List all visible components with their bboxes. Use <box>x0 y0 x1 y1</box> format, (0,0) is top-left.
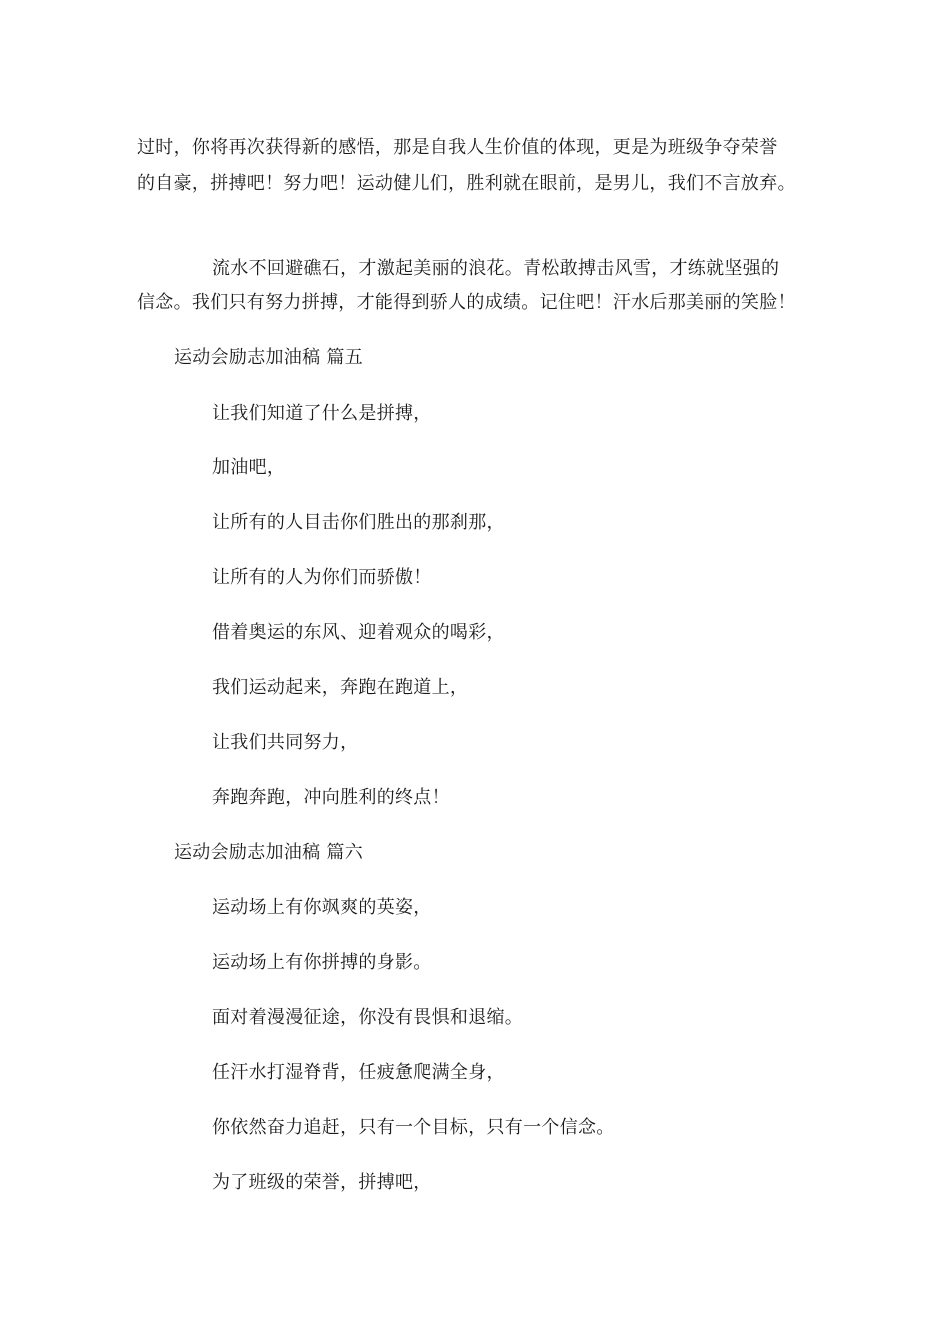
section-6-line: 为了班级的荣誉，拼搏吧， <box>212 1172 432 1193</box>
section-6-line: 你依然奋力追赶，只有一个目标，只有一个信念。 <box>212 1117 615 1138</box>
paragraph-2-line-2: 信念。我们只有努力拼搏，才能得到骄人的成绩。记住吧！汗水后那美丽的笑脸！ <box>137 292 796 313</box>
section-5-line: 让所有的人为你们而骄傲！ <box>212 567 432 588</box>
section-6-line: 运动场上有你拼搏的身影。 <box>212 952 432 973</box>
section-5-line: 奔跑奔跑，冲向胜利的终点！ <box>212 787 450 808</box>
section-6-line: 任汗水打湿脊背，任疲惫爬满全身， <box>212 1062 505 1083</box>
section-5-line: 我们运动起来，奔跑在跑道上， <box>212 677 469 698</box>
section-5-line: 加油吧， <box>212 457 286 478</box>
section-5-line: 让我们共同努力， <box>212 732 359 753</box>
paragraph-2-line-1: 流水不回避礁石，才激起美丽的浪花。青松敢搏击风雪，才练就坚强的 <box>212 258 780 279</box>
section-6-line: 面对着漫漫征途，你没有畏惧和退缩。 <box>212 1007 524 1028</box>
section-5-heading: 运动会励志加油稿 篇五 <box>174 347 364 368</box>
continuation-line-2: 的自豪，拼搏吧！努力吧！运动健儿们，胜利就在眼前，是男儿，我们不言放弃。 <box>137 173 796 194</box>
section-5-line: 让所有的人目击你们胜出的那刹那， <box>212 512 505 533</box>
section-5-line: 让我们知道了什么是拼搏， <box>212 403 432 424</box>
section-5-line: 借着奥运的东风、迎着观众的喝彩， <box>212 622 505 643</box>
continuation-line-1: 过时，你将再次获得新的感悟，那是自我人生价值的体现，更是为班级争夺荣誉 <box>137 137 778 158</box>
section-6-line: 运动场上有你飒爽的英姿， <box>212 897 432 918</box>
section-6-heading: 运动会励志加油稿 篇六 <box>174 842 364 863</box>
